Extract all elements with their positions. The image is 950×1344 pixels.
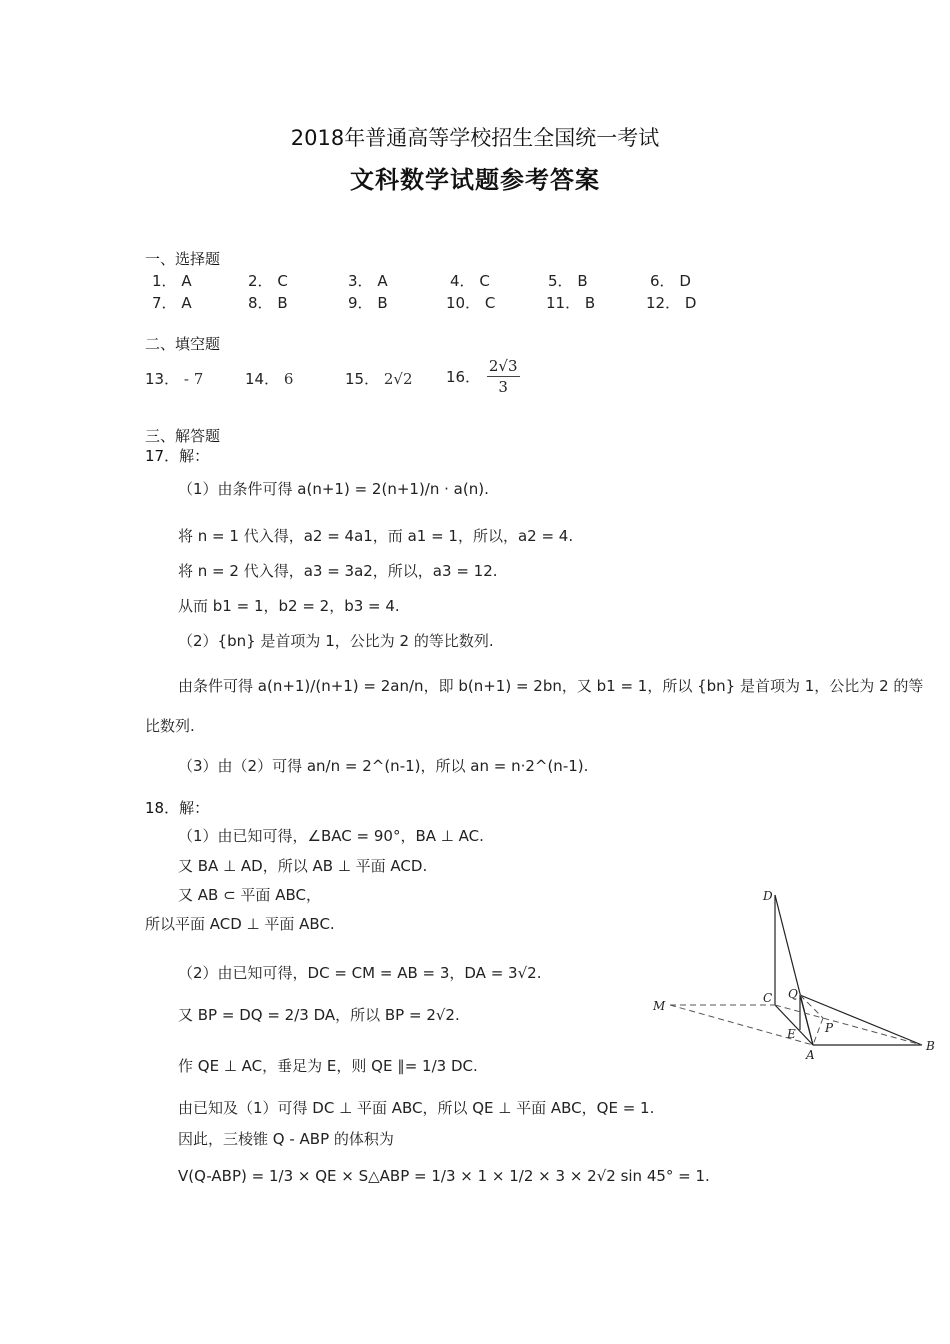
fill-answer-15: 15． 2√2: [345, 370, 413, 388]
section-fill-blank-heading: 二、填空题: [145, 335, 221, 353]
mc-answer-2: 2． C: [248, 272, 288, 290]
pyramid-figure: [640, 880, 940, 1060]
label-p: P: [825, 1021, 834, 1035]
mc-answer-5: 5． B: [548, 272, 588, 290]
q18-part2-line2: 又 BP = DQ = 2/3 DA，所以 BP = 2√2.: [178, 1006, 460, 1024]
q18-part2-line3: 作 QE ⊥ AC，垂足为 E，则 QE ∥= 1/3 DC.: [178, 1057, 478, 1075]
section-solutions-heading: 三、解答题: [145, 427, 221, 445]
section-multiple-choice-heading: 一、选择题: [145, 250, 221, 268]
q17-part2-line1: （2）{bn} 是首项为 1，公比为 2 的等比数列.: [178, 632, 494, 650]
q18-part1-line1: （1）由已知可得，∠BAC = 90°，BA ⊥ AC.: [178, 827, 484, 845]
mc-answer-4: 4． C: [450, 272, 490, 290]
q18-part1-line3: 又 AB ⊂ 平面 ABC，: [178, 886, 321, 904]
q18-part1-line2: 又 BA ⊥ AD，所以 AB ⊥ 平面 ACD.: [178, 857, 428, 875]
mc-answer-8: 8． B: [248, 294, 288, 312]
mc-answer-9: 9． B: [348, 294, 388, 312]
mc-answer-10: 10． C: [446, 294, 496, 312]
label-b: B: [926, 1039, 935, 1053]
q18-label: 18．解：: [145, 799, 210, 817]
fill-answer-13: 13． - 7: [145, 370, 204, 388]
q18-part1-line4: 所以平面 ACD ⊥ 平面 ABC.: [145, 915, 335, 933]
q17-part3-line1: （3）由（2）可得 an/n = 2^(n-1)，所以 an = n·2^(n-1).: [178, 757, 589, 775]
mc-answer-11: 11． B: [546, 294, 596, 312]
mc-answer-6: 6． D: [650, 272, 691, 290]
q17-part1-line2: 将 n = 1 代入得，a2 = 4a1，而 a1 = 1，所以，a2 = 4.: [178, 527, 574, 545]
mc-answer-3: 3． A: [348, 272, 388, 290]
label-m: M: [653, 999, 666, 1013]
label-e: E: [787, 1027, 796, 1041]
label-q: Q: [788, 987, 798, 1001]
q17-label: 17．解：: [145, 447, 210, 465]
q18-part2-line5: 因此，三棱锥 Q - ABP 的体积为: [178, 1130, 394, 1148]
fill-answer-14: 14． 6: [245, 370, 294, 388]
mc-answer-12: 12． D: [646, 294, 697, 312]
answer-key-title: 文科数学试题参考答案: [350, 166, 600, 194]
label-c: C: [763, 991, 773, 1005]
label-a: A: [806, 1048, 815, 1060]
q17-part2-line3: 比数列.: [145, 717, 195, 735]
q18-part2-line6: V(Q-ABP) = 1/3 × QE × S△ABP = 1/3 × 1 × 1/2 × 3 × 2√2 sin 45° = 1.: [178, 1167, 710, 1185]
label-d: D: [763, 889, 773, 903]
q18-part2-line1: （2）由已知可得，DC = CM = AB = 3，DA = 3√2.: [178, 964, 542, 982]
q17-part1-line1: （1）由条件可得 a(n+1) = 2(n+1)/n · a(n).: [178, 480, 489, 498]
mc-answer-7: 7． A: [152, 294, 192, 312]
q17-part1-line4: 从而 b1 = 1，b2 = 2，b3 = 4.: [178, 597, 400, 615]
exam-title: 2018年普通高等学校招生全国统一考试: [290, 126, 660, 150]
q17-part2-line2: 由条件可得 a(n+1)/(n+1) = 2an/n，即 b(n+1) = 2bn，又 b1 = 1，所以 {bn} 是首项为 1，公比为 2 的等: [178, 677, 924, 695]
mc-answer-1: 1． A: [152, 272, 192, 290]
fill-answer-16: 16． $\frac{2√3}{3}$: [446, 357, 518, 396]
q17-part1-line3: 将 n = 2 代入得，a3 = 3a2，所以，a3 = 12.: [178, 562, 498, 580]
q18-part2-line4: 由已知及（1）可得 DC ⊥ 平面 ABC，所以 QE ⊥ 平面 ABC，QE = 1.: [178, 1099, 655, 1117]
